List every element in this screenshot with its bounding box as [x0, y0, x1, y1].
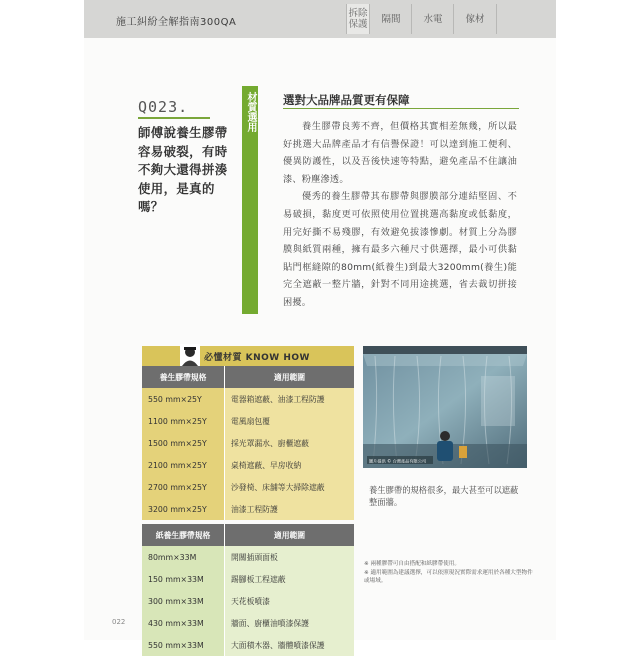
spec-cell: 80mm×33M	[142, 546, 224, 568]
footnotes	[364, 560, 534, 586]
spec-cell: 150 mm×33M	[142, 568, 224, 590]
book-page	[84, 0, 556, 650]
usage-cell: 電風扇包覆	[224, 410, 354, 432]
spec-cell: 2700 mm×25Y	[142, 476, 224, 498]
usage-cell: 桌椅遮蔽、早房收納	[224, 454, 354, 476]
usage-cell: 沙發椅、床舖等大掃除遮蔽	[224, 476, 354, 498]
footnote: ※ 兩種膠帶可自由搭配和紙膠帶使用。	[364, 561, 460, 567]
usage-cell: 採光罩漏水、廚櫃遮蔽	[224, 432, 354, 454]
spec-cell: 3200 mm×25Y	[142, 498, 224, 520]
usage-cell: 油漆工程防護	[224, 498, 354, 520]
protective-film-photo	[363, 346, 527, 468]
spec-cell: 1500 mm×25Y	[142, 432, 224, 454]
table-row	[142, 568, 354, 590]
spec-cell: 550 mm×33M	[142, 634, 224, 656]
know-how-table	[142, 346, 354, 656]
table-header-row	[142, 524, 354, 546]
spec-cell: 430 mm×33M	[142, 612, 224, 634]
photo-caption: 養生膠帶的規格很多，最大甚至可以遮蔽整面牆。	[369, 485, 519, 507]
spec-cell: 550 mm×25Y	[142, 388, 224, 410]
table-row	[142, 590, 354, 612]
table-row	[142, 612, 354, 634]
worker-avatar-icon	[180, 344, 200, 366]
know-how-header	[142, 346, 354, 366]
table-row	[142, 476, 354, 498]
question-underline	[138, 117, 210, 119]
footnote: ※ 適用範圍為建議選擇，可以依照現況實際需求運用於各種大型物件或場域。	[364, 569, 533, 584]
spec-cell: 1100 mm×25Y	[142, 410, 224, 432]
header-bar	[84, 0, 556, 38]
question-text: 師傅說養生膠帶容易破裂，有時不夠大還得拼湊使用，是真的嗎？	[138, 125, 228, 214]
table-row	[142, 410, 354, 432]
tab-materials[interactable]: 傢材	[453, 4, 497, 34]
body-paragraph: 養生膠帶良莠不齊，但價格其實相差無幾，所以最好挑選大品牌產品才有信譽保證！可以達到施工便利、優異防護性，以及吾後快速等特點，避免產品不住讓油漆、粉塵滲透。	[283, 121, 517, 185]
tab-demolition-protection[interactable]: 拆除保護	[346, 4, 369, 34]
tab-plumbing-electrical[interactable]: 水電	[411, 4, 454, 34]
section-body	[283, 118, 517, 312]
usage-cell: 天花板噴漆	[224, 590, 354, 612]
table-row	[142, 454, 354, 476]
usage-cell: 開關插頭面板	[224, 546, 354, 568]
section-title: 選對大品牌品質更有保障	[283, 93, 410, 107]
table-row	[142, 546, 354, 568]
photo-credit: 圖片提供 © 台灣產品有限公司	[369, 458, 427, 464]
table-row	[142, 432, 354, 454]
section-title-underline	[283, 108, 519, 109]
body-paragraph: 優秀的養生膠帶其布膠帶與膠膜部分連結堅固、不易破損，黏度更可依照使用位置挑選高黏度或低黏度，用完好撕不易殘膠，有效避免拔漆慘劇。材質上分為膠膜與紙質兩種，擁有最多六種尺寸供選擇，最小可供黏貼門框縫隙的80mm(紙養生)到最大3200mm(養生)能完全遮蔽一整片牆，針對不同用途挑選，省去裁切拼接困擾。	[283, 191, 517, 308]
column-header: 適用範圍	[224, 524, 354, 546]
know-how-title: 必懂材質 KNOW HOW	[204, 353, 310, 363]
column-header: 適用範圍	[224, 366, 354, 388]
usage-cell: 電器箱遮蔽、油漆工程防護	[224, 388, 354, 410]
plastic-sheet-room-image	[363, 346, 527, 468]
usage-cell: 踢腳板工程遮蔽	[224, 568, 354, 590]
column-header: 紙養生膠帶規格	[155, 530, 211, 540]
question-number: Q023.	[138, 98, 189, 116]
book-title: 施工糾紛全解指南300QA	[116, 17, 237, 28]
usage-cell: 大面積木器、牆體噴漆保護	[224, 634, 354, 656]
tab-partition[interactable]: 隔間	[369, 4, 412, 34]
table-row	[142, 498, 354, 520]
usage-cell: 牆面、廚櫃油噴漆保護	[224, 612, 354, 634]
spec-cell: 300 mm×33M	[142, 590, 224, 612]
table-row	[142, 388, 354, 410]
side-label: 材質選用	[245, 92, 256, 132]
column-header: 養生膠帶規格	[159, 372, 207, 382]
table-row	[142, 634, 354, 656]
table-header-row	[142, 366, 354, 388]
spec-cell: 2100 mm×25Y	[142, 454, 224, 476]
page-number: 022	[112, 618, 126, 626]
